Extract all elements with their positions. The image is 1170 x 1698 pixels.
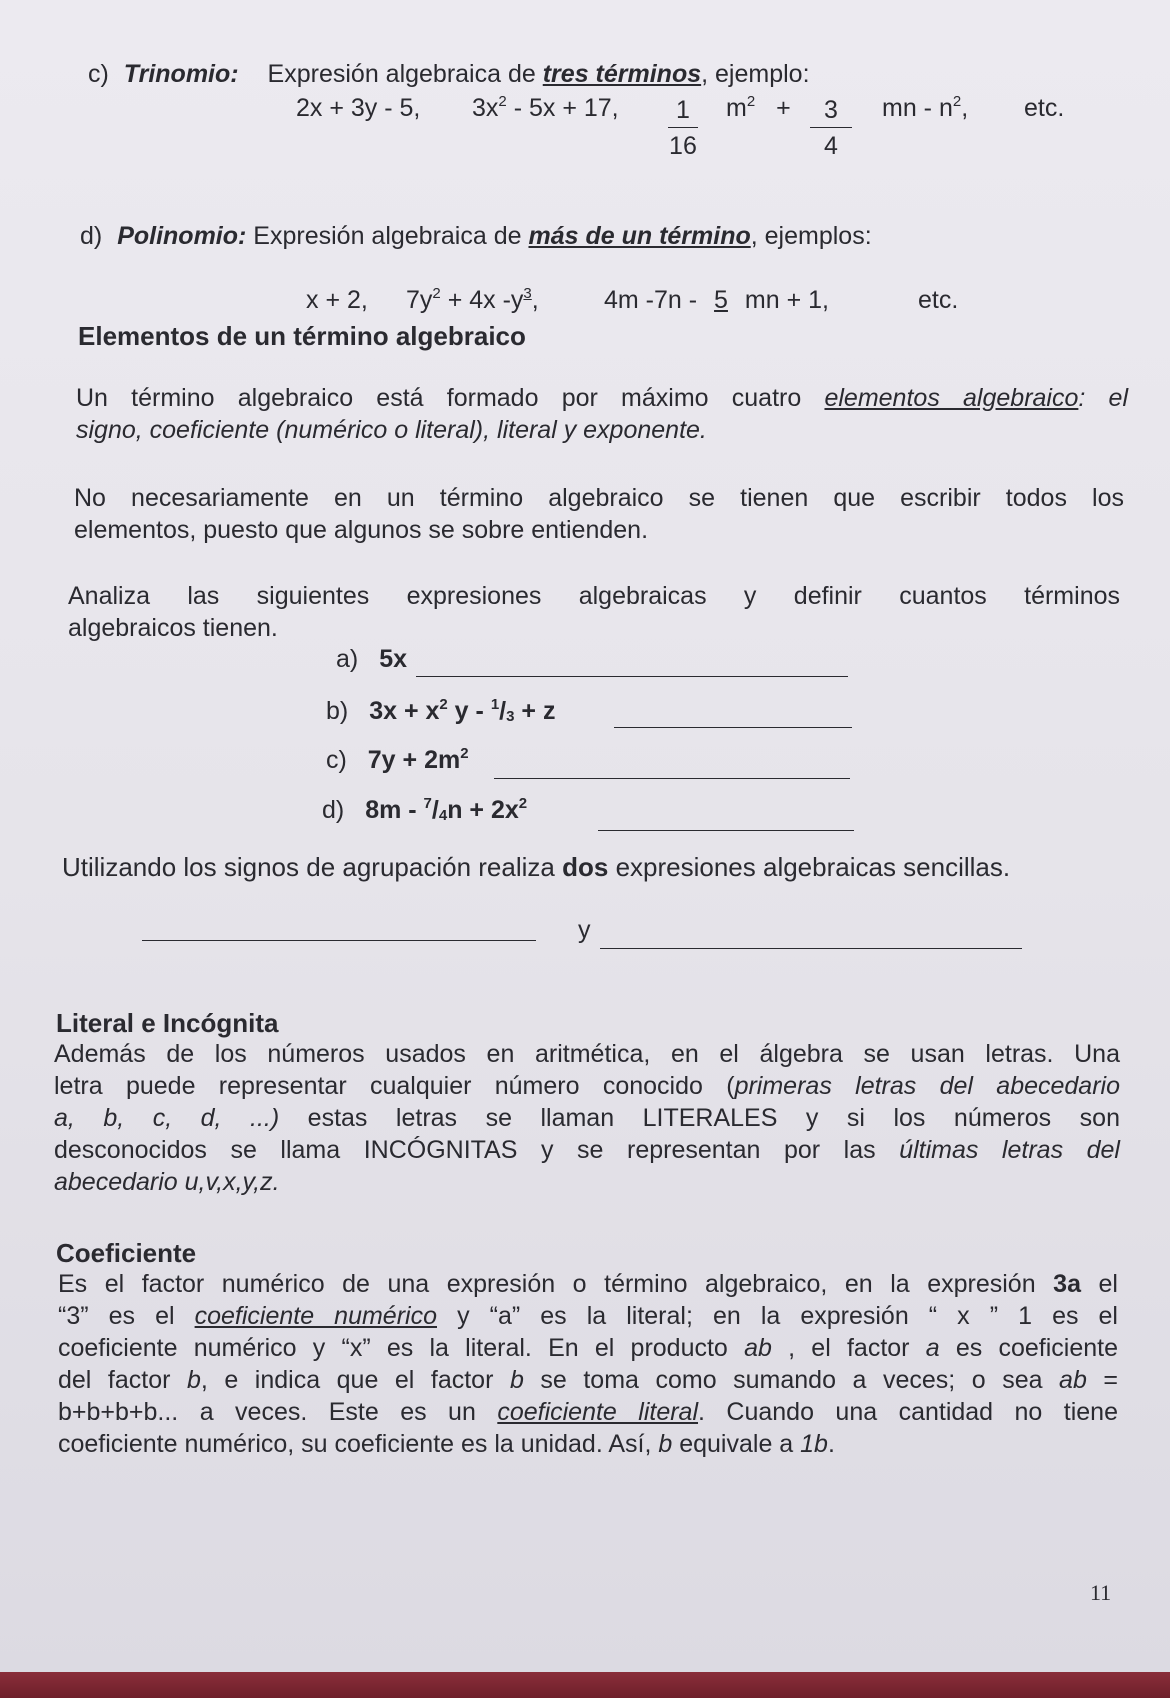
expression: 7y + 2m [367,746,461,774]
expr-part: , [961,94,969,122]
numerator: 1 [668,96,698,128]
emphasis: b [658,1430,673,1458]
exponent: 3 [523,285,532,302]
text: y “a” es la literal; en la expresión “ x ” 1 es el [457,1302,1118,1330]
denominator: 16 [669,132,697,160]
paragraph-elementos-2 [74,482,1124,546]
fraction-slash: / [499,697,507,725]
paragraph-line [54,1102,1120,1134]
paragraph-ejercicio [68,580,1120,644]
expr-part: mn - n [882,94,953,122]
exponent: 2 [746,93,756,110]
definition-text-end: , ejemplos: [750,222,872,250]
polinomio-example-2 [406,285,539,314]
paragraph-line: elementos, puesto que algunos se sobre entienden. [74,516,649,544]
answer-blank-expression-2[interactable] [600,922,1022,949]
fraction-denominator: 3 [506,708,515,725]
paragraph-line: signo, coeficiente (numérico o literal), literal y exponente. [76,416,707,444]
expression: 8m - [365,796,417,824]
text: desconocidos se llama INCÓGNITAS y se representan por las [54,1136,876,1164]
paragraph-line [54,1134,1120,1166]
emphasis: a [925,1334,940,1362]
term-trinomio: Trinomio: [123,60,239,88]
answer-blank-a[interactable] [416,650,848,677]
fraction-slash: / [431,796,439,824]
fraction-numerator: 5 [714,286,728,314]
text: b+b+b+b... a veces. Este es un [58,1398,476,1426]
text: Un término algebraico está formado por máximo cuatro [76,384,802,412]
polinomio-example-1: x + 2, [306,286,368,314]
expr-part: , [531,286,539,314]
emphasis: primeras letras del abecedario [734,1072,1120,1100]
expression: n + 2x [447,796,519,824]
paragraph-line [58,1364,1118,1396]
trinomio-example-3a [726,93,791,122]
fraction-numerator: 7 [423,795,432,812]
text: coeficiente numérico, su coeficiente es la unidad. Así, [58,1430,652,1458]
exponent: 2 [518,795,528,812]
conjunction-y: y [578,916,591,944]
item-label: d) [322,796,345,824]
text: . [827,1430,835,1458]
exercise-d [322,795,528,824]
heading-coeficiente: Coeficiente [56,1238,197,1268]
exponent: 2 [432,285,441,302]
exponent: 2 [952,93,962,110]
text: Utilizando los signos de agrupación realiza [62,852,555,882]
definition-text-end: , ejemplo: [701,60,810,88]
fraction-numerator: 1 [490,696,500,713]
trinomio-example-2 [472,93,619,122]
fraction-3-4 [810,96,852,161]
paragraph-elementos-1 [76,382,1128,446]
expr-part: + 4x -y [440,286,524,314]
emphasis: coeficiente numérico [194,1302,437,1330]
agrupacion-instruction [62,854,1010,880]
exponent: 2 [439,696,448,713]
trinomio-definition [88,62,810,87]
text: estas letras se llaman LITERALES y si los números son [279,1104,1120,1132]
paragraph-literal [54,1038,1120,1198]
expr-part: 3x [472,94,499,122]
text: Es el factor numérico de una expresión o término algebraico, en la expresión [58,1270,1036,1298]
text: es coeficiente [955,1334,1119,1362]
item-label: a) [336,645,359,673]
trinomio-example-1: 2x + 3y - 5, [296,94,421,122]
answer-blank-d[interactable] [598,804,854,831]
text: letra puede representar cualquier número conocido ( [54,1072,735,1100]
emphasis: b [186,1366,201,1394]
answer-blank-c[interactable] [494,752,850,779]
trinomio-etc: etc. [1024,94,1065,122]
item-label: c) [88,60,109,88]
expression: + z [514,697,556,725]
emphasis-mas-de-un-termino: más de un término [528,222,751,250]
expression: y - [447,697,484,725]
emphasis: ab [744,1334,772,1362]
emphasis: coeficiente literal [497,1398,699,1426]
text: el [1098,1270,1118,1298]
exercise-c [326,745,469,774]
term-polinomio: Polinomio: [117,222,247,250]
expr-part: mn + 1, [744,286,829,314]
polinomio-example-3 [604,288,829,313]
text: “3” es el [58,1302,175,1330]
emphasis-dos: dos [562,852,609,882]
expr-part: - 5x + 17, [506,94,619,122]
bottom-edge-strip [0,1672,1170,1698]
item-label: b) [326,697,349,725]
paragraph-line [58,1268,1118,1300]
paragraph-line [58,1396,1118,1428]
paragraph-line [58,1332,1118,1364]
exercise-b [326,696,556,725]
plus-sign: + [776,94,791,122]
emphasis: elementos algebraico [824,384,1079,412]
numerator: 3 [810,96,852,128]
fraction-denominator: 4 [438,807,448,824]
answer-blank-expression-1[interactable] [142,914,536,941]
text: se toma como sumando a veces; o sea [540,1366,1043,1394]
exercise-a [336,647,407,672]
emphasis: últimas letras del [899,1136,1120,1164]
polinomio-etc: etc. [918,286,959,314]
exponent: 2 [498,93,507,110]
text: : el [1078,384,1129,412]
paragraph-coeficiente [58,1268,1118,1460]
denominator: 4 [824,132,838,160]
paragraph-line [58,1428,1118,1460]
emphasis: 1b [800,1430,828,1458]
polinomio-definition [80,224,872,249]
paragraph-line [58,1300,1118,1332]
emphasis: b [509,1366,524,1394]
emphasis: a, b, c, d, ...) [54,1104,280,1132]
paragraph-line: algebraicos tienen. [68,614,278,642]
expr-part: m [726,94,747,122]
text: . Cuando una cantidad no tiene [698,1398,1118,1426]
text: = [1103,1366,1119,1394]
paragraph-line [54,1070,1120,1102]
page-number: 11 [1090,1580,1112,1605]
paragraph-line: Analiza las siguientes expresiones algebraicas y definir cuantos términos [68,582,1120,610]
item-label: d) [80,222,103,250]
expression: 5x [379,645,407,673]
definition-text: Expresión algebraica de [267,60,536,88]
emphasis: ab [1059,1366,1087,1394]
paragraph-line: Además de los números usados en aritmética, en el álgebra se usan letras. Una [54,1040,1120,1068]
item-label: c) [326,746,347,774]
fraction-1-16 [668,96,698,161]
expr-part: 7y [406,286,433,314]
emphasis: 3a [1053,1270,1081,1298]
answer-blank-b[interactable] [614,701,852,728]
text: equivale a [679,1430,794,1458]
paragraph-line: abecedario u,v,x,y,z. [54,1168,280,1196]
paragraph-line: No necesariamente en un término algebraico se tienen que escribir todos los [74,484,1124,512]
text: , e indica que el factor [200,1366,494,1394]
text: coeficiente numérico y “x” es la literal. En el producto [58,1334,728,1362]
text: del factor [58,1366,171,1394]
emphasis-tres-terminos: tres términos [542,60,702,88]
text: , el factor [788,1334,910,1362]
paragraph-line [76,382,1128,414]
definition-text: Expresión algebraica de [253,222,522,250]
exponent: 2 [460,745,469,762]
heading-elementos: Elementos de un término algebraico [78,321,526,351]
trinomio-example-3b [882,93,969,122]
heading-literal-incognita: Literal e Incógnita [56,1008,279,1038]
expr-part: 4m -7n - [604,286,698,314]
expression: 3x + x [369,697,440,725]
text: expresiones algebraicas sencillas. [615,852,1011,882]
